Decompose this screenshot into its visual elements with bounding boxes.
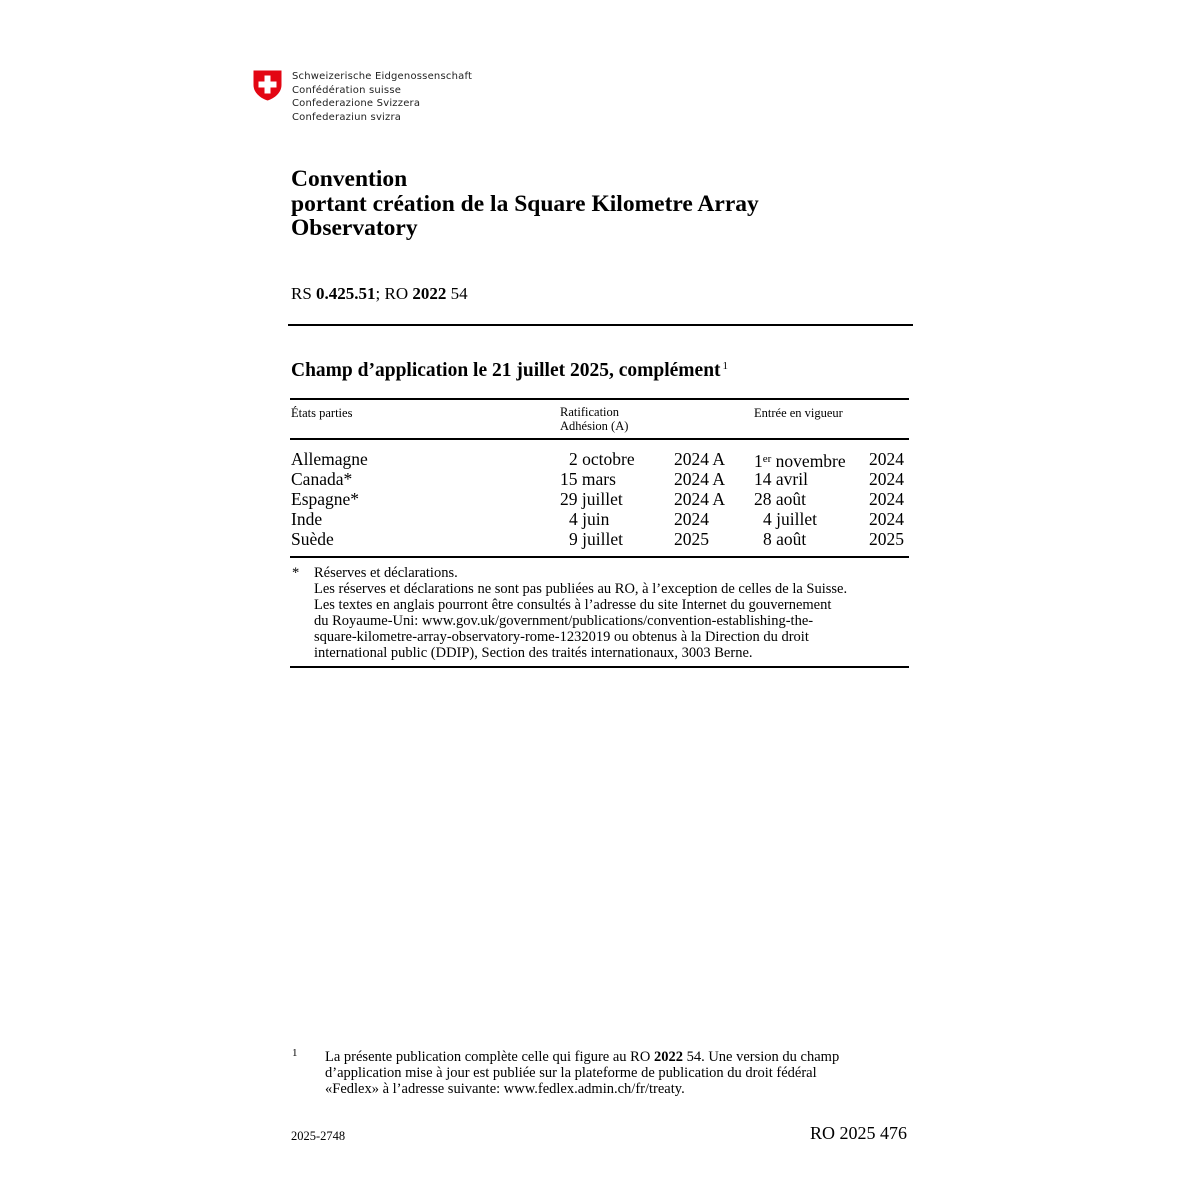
footnote-line-3: «Fedlex» à l’adresse suivante: www.fedlex.admin.ch/fr/treaty. [325, 1081, 685, 1097]
footnote-line-1-rest: 54. Une version du champ [682, 1049, 840, 1065]
footnote-ro-year: 2022 [653, 1049, 683, 1065]
row-1-entry-day: 1 [754, 451, 763, 471]
notes-bottom-rule [290, 666, 909, 668]
row-3-ratification-date: 29 juillet [560, 489, 623, 509]
row-3-entry-date: 28 août [754, 489, 807, 509]
row-5-ratification-date: 9 juillet [569, 529, 623, 549]
row-3-entry-year: 2024 [869, 489, 904, 509]
row-1-ratification-year: 2024 A [674, 449, 726, 469]
section-title [291, 360, 728, 382]
ro-page: 54 [450, 284, 468, 303]
header-entry: Entrée en vigueur [754, 406, 843, 420]
footnote-line-2: d’application mise à jour est publiée sur la plateforme de publication du droit fédéral [325, 1065, 817, 1081]
row-1-ratification-date: 2 octobre [569, 449, 635, 469]
row-1-entry-date [754, 449, 846, 471]
note-line-5: square-kilometre-array-observatory-rome-1232019 ou obtenus à la Direction du droit [314, 629, 809, 645]
reference-line [291, 284, 468, 304]
ro-label: RO [384, 284, 409, 303]
footnote-line-1 [325, 1049, 839, 1065]
row-2-state: Canada* [291, 469, 353, 489]
header-ratification: Ratification [560, 405, 620, 419]
confederation-line-de: Schweizerische Eidgenossenschaft [292, 71, 473, 82]
row-4-ratification-date: 4 juin [569, 509, 610, 529]
row-5-entry-year: 2025 [869, 529, 904, 549]
row-4-entry-year: 2024 [869, 509, 904, 529]
row-4-entry-date: 4 juillet [763, 509, 817, 529]
row-5-entry-date: 8 août [763, 529, 807, 549]
row-2-ratification-date: 15 mars [560, 469, 616, 489]
document-number: 2025-2748 [291, 1129, 346, 1143]
confederation-line-it: Confederazione Svizzera [292, 98, 421, 109]
note-line-1: Réserves et déclarations. [314, 565, 458, 581]
table-header-rule [290, 438, 909, 440]
confederation-line-rm: Confederaziun svizra [292, 111, 402, 123]
note-line-6: international public (DDIP), Section des traités internationaux, 3003 Berne. [314, 645, 753, 661]
row-2-entry-date: 14 avril [754, 469, 808, 489]
row-1-entry-ordinal: er [762, 453, 772, 465]
note-line-2: Les réserves et déclarations ne sont pas publiées au RO, à l’exception de celles de la Suisse. [314, 581, 848, 597]
row-1-state: Allemagne [291, 449, 368, 469]
ro-reference: RO 2025 476 [810, 1123, 908, 1143]
row-1-entry-year: 2024 [869, 449, 904, 469]
row-4-ratification-year: 2024 [674, 509, 709, 529]
confederation-line-fr: Confédération suisse [292, 84, 402, 96]
table-bottom-rule [290, 556, 909, 558]
ref-separator: ; [375, 284, 381, 303]
footnote-line-1-text: La présente publication complète celle qui figure au RO [325, 1049, 654, 1065]
document-title-line-1: Convention [291, 166, 408, 192]
row-2-ratification-year: 2024 A [674, 469, 726, 489]
table-top-rule [290, 398, 909, 400]
header-adhesion: Adhésion (A) [560, 419, 629, 433]
section-title-text: Champ d’application le 21 juillet 2025, complément [291, 360, 721, 381]
document-title-line-3: Observatory [291, 215, 418, 241]
top-divider [288, 324, 913, 326]
row-1-entry-month: novembre [771, 451, 846, 471]
note-line-4: du Royaume-Uni: www.gov.uk/government/publications/convention-establishing-the- [314, 613, 814, 629]
row-2-entry-year: 2024 [869, 469, 904, 489]
row-5-state: Suède [291, 529, 334, 549]
row-5-ratification-year: 2025 [674, 529, 709, 549]
row-4-state: Inde [291, 509, 323, 529]
swiss-flag-icon [253, 70, 282, 101]
document-title-line-2: portant création de la Square Kilometre Array [291, 190, 759, 217]
row-3-state: Espagne* [291, 489, 360, 509]
footnote-number: 1 [292, 1047, 298, 1059]
header-states: États parties [291, 406, 353, 420]
note-line-3: Les textes en anglais pourront être consultés à l’adresse du site Internet du gouvernement [314, 597, 832, 613]
footnote-reference[interactable]: 1 [722, 360, 729, 372]
rs-label: RS [291, 284, 312, 303]
row-3-ratification-year: 2024 A [674, 489, 726, 509]
ro-year: 2022 [412, 284, 447, 303]
rs-number: 0.425.51 [316, 284, 376, 303]
note-marker: * [292, 565, 300, 581]
